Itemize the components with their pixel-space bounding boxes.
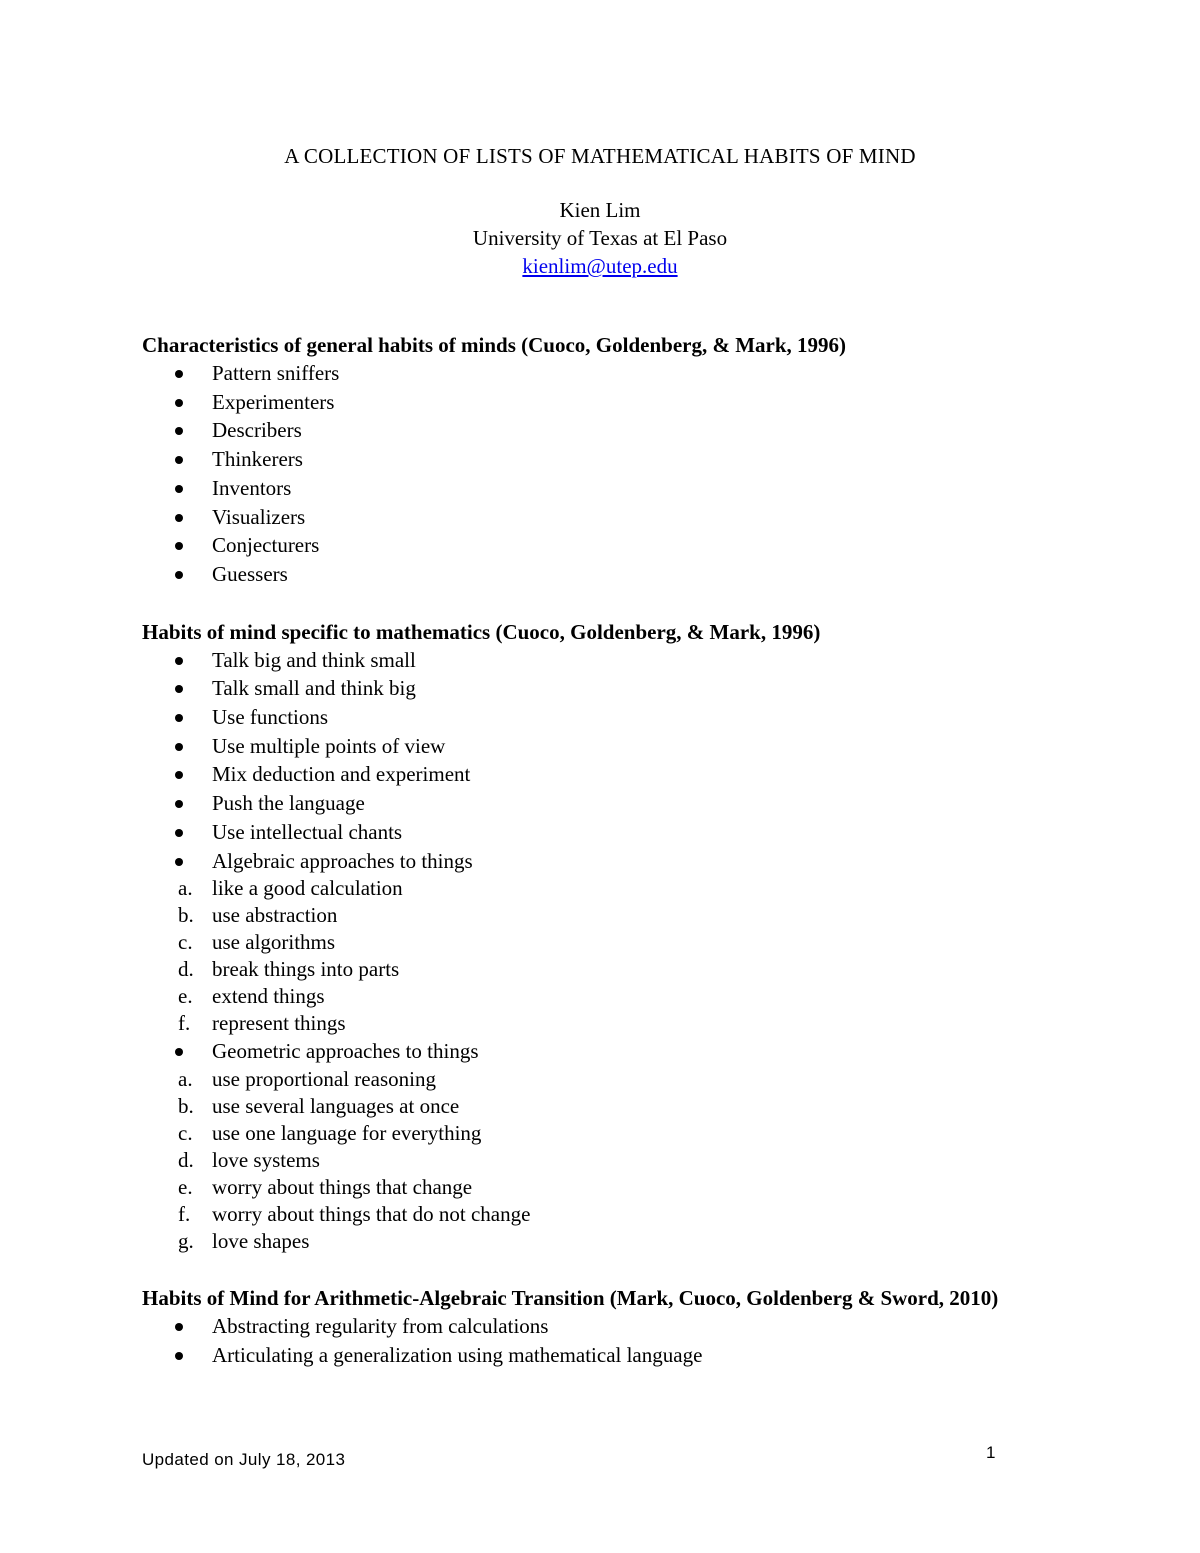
list-item-text: Conjecturers (212, 533, 320, 558)
section-arithmetic-algebraic (142, 1284, 1062, 1369)
list-item-text: Pattern sniffers (212, 361, 340, 385)
list-item-text: Visualizers (212, 504, 306, 529)
bullet-icon (175, 685, 183, 693)
list-item-text: Talk small and think big (212, 676, 416, 701)
document-title: A COLLECTION OF LISTS OF MATHEMATICAL HABITS OF MIND (284, 144, 916, 168)
bullet-icon (175, 800, 183, 808)
list-item-text: Abstracting regularity from calculations (212, 1313, 549, 1338)
sublist-letter: d. (178, 1147, 194, 1172)
sublist-item (142, 1228, 1062, 1255)
section-math-habits (142, 618, 1062, 1255)
sublist-item (142, 1147, 1062, 1174)
list-item-text: Experimenters (212, 389, 335, 414)
list-item (142, 646, 1062, 675)
list-item (142, 1037, 1062, 1066)
sublist-letter: a. (178, 1066, 193, 1091)
author-email-link[interactable]: kienlim@utep.edu (522, 254, 678, 278)
bullet-list (142, 359, 1062, 589)
bullet-icon (175, 1352, 183, 1360)
sublist-item (142, 1120, 1062, 1147)
sublist-item (142, 1010, 1062, 1037)
sublist-letter: e. (178, 1174, 193, 1199)
list-item (142, 674, 1062, 703)
bullet-list (142, 1037, 1062, 1066)
section-general-habits (142, 331, 1062, 589)
bullet-icon (175, 514, 183, 522)
list-item (142, 760, 1062, 789)
list-item-text: Inventors (212, 475, 292, 500)
bullet-icon (175, 485, 183, 493)
list-item-text: Guessers (212, 561, 288, 586)
list-item (142, 1341, 1062, 1370)
bullet-icon (175, 542, 183, 550)
bullet-list (142, 1312, 1062, 1369)
sublist-item (142, 875, 1062, 902)
sublist-item-text: use several languages at once (212, 1093, 460, 1118)
list-item-text: Mix deduction and experiment (212, 762, 471, 787)
sublist-item-text: use proportional reasoning (212, 1066, 436, 1091)
algebraic-sublist (142, 875, 1062, 1037)
sublist-item-text: extend things (212, 984, 325, 1009)
geometric-sublist (142, 1066, 1062, 1255)
list-item (142, 789, 1062, 818)
sublist-letter: f. (178, 1011, 191, 1036)
bullet-icon (175, 743, 183, 751)
list-item (142, 847, 1062, 876)
list-item-text: Use multiple points of view (212, 733, 446, 758)
bullet-icon (175, 829, 183, 837)
bullet-icon (175, 1323, 183, 1331)
bullet-icon (175, 771, 183, 779)
bullet-icon (175, 571, 183, 579)
sublist-item-text: worry about things that change (212, 1174, 473, 1199)
list-item (142, 416, 1062, 445)
sublist-item-text: love shapes (212, 1228, 310, 1253)
section-heading: Characteristics of general habits of minds (Cuoco, Goldenberg, & Mark, 1996) (142, 333, 847, 357)
list-item-text: Geometric approaches to things (212, 1039, 479, 1064)
list-item (142, 503, 1062, 532)
list-item (142, 560, 1062, 589)
bullet-icon (175, 456, 183, 464)
list-item-text: Push the language (212, 791, 365, 816)
list-item (142, 703, 1062, 732)
bullet-icon (175, 858, 183, 866)
list-item-text: Articulating a generalization using mathematical language (212, 1342, 703, 1367)
sublist-letter: b. (178, 1093, 194, 1118)
sublist-item-text: worry about things that do not change (212, 1201, 531, 1226)
author-email-line (0, 252, 1200, 280)
list-item-text: Talk big and think small (212, 647, 416, 672)
sublist-item (142, 1174, 1062, 1201)
list-item-text: Describers (212, 418, 302, 443)
sublist-item (142, 1066, 1062, 1093)
list-item (142, 388, 1062, 417)
list-item (142, 359, 1062, 388)
sublist-item-text: use one language for everything (212, 1120, 482, 1145)
list-item-text: Algebraic approaches to things (212, 848, 473, 873)
sublist-item (142, 983, 1062, 1010)
sublist-letter: f. (178, 1201, 191, 1226)
list-item (142, 445, 1062, 474)
sublist-item-text: represent things (212, 1011, 346, 1036)
sublist-letter: c. (178, 930, 193, 955)
sublist-letter: d. (178, 957, 194, 982)
bullet-icon (175, 714, 183, 722)
bullet-icon (175, 370, 183, 378)
sublist-letter: a. (178, 876, 193, 901)
list-item-text: Use functions (212, 705, 329, 730)
bullet-icon (175, 1048, 183, 1056)
bullet-icon (175, 427, 183, 435)
page-number: 1 (986, 1443, 996, 1462)
sublist-item-text: use algorithms (212, 930, 336, 955)
sublist-item-text: break things into parts (212, 957, 400, 982)
sublist-letter: b. (178, 903, 194, 928)
list-item-text: Thinkerers (212, 447, 303, 472)
section-heading: Habits of Mind for Arithmetic-Algebraic Transition (Mark, Cuoco, Goldenberg & Sword, 2010) (142, 1285, 999, 1310)
sublist-item-text: like a good calculation (212, 876, 403, 901)
sublist-item (142, 1093, 1062, 1120)
bullet-icon (175, 657, 183, 665)
footer-updated-date: Updated on July 18, 2013 (142, 1450, 346, 1469)
sublist-item-text: use abstraction (212, 903, 338, 928)
bullet-icon (175, 399, 183, 407)
sublist-item-text: love systems (212, 1147, 320, 1172)
author-name: Kien Lim (559, 198, 641, 222)
list-item-text: Use intellectual chants (212, 819, 403, 844)
list-item (142, 818, 1062, 847)
list-item (142, 732, 1062, 761)
sublist-item (142, 929, 1062, 956)
section-heading: Habits of mind specific to mathematics (Cuoco, Goldenberg, & Mark, 1996) (142, 619, 821, 644)
list-item (142, 474, 1062, 503)
sublist-letter: g. (178, 1228, 194, 1253)
sublist-item (142, 1201, 1062, 1228)
list-item (142, 1312, 1062, 1341)
sublist-item (142, 902, 1062, 929)
title-block (0, 143, 1200, 280)
sublist-item (142, 956, 1062, 983)
sublist-letter: e. (178, 984, 193, 1009)
document-content (142, 331, 1062, 1398)
sublist-letter: c. (178, 1120, 193, 1145)
list-item (142, 531, 1062, 560)
author-affiliation: University of Texas at El Paso (472, 226, 728, 250)
bullet-list (142, 646, 1062, 876)
